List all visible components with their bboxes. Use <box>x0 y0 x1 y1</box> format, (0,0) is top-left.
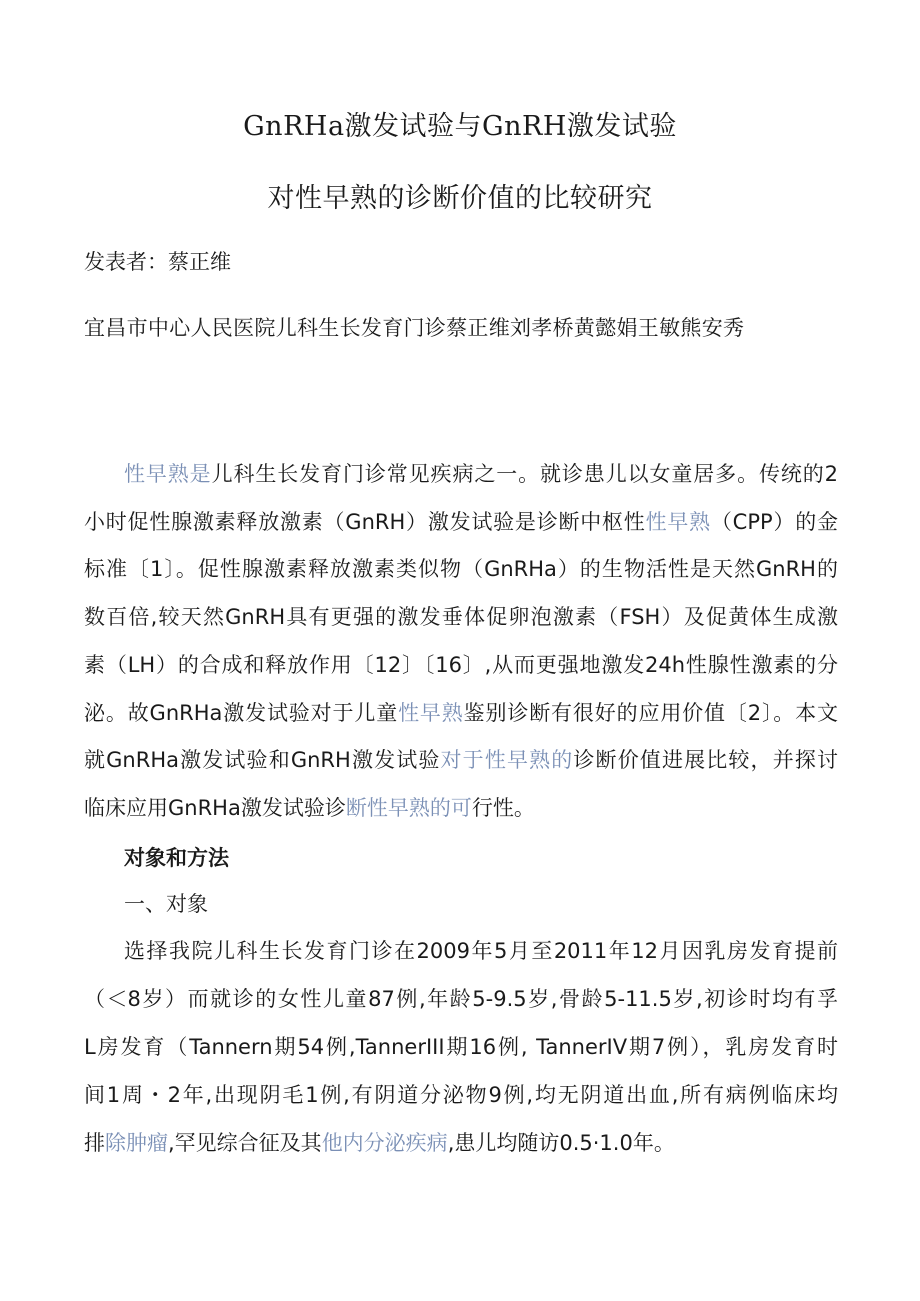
paragraph-line: （＜8岁）而就诊的女性儿童87例,年龄5-9.5岁,骨龄5-11.5岁,初诊时均有孚 <box>84 987 838 1011</box>
page-title-line-2: 对性早熟的诊断价值的比较研究 <box>267 183 653 214</box>
paragraph-line <box>84 506 838 536</box>
paragraph-line <box>84 744 838 774</box>
text-span: 鉴别诊断有很好的应用价值〔2〕。本文 <box>463 701 839 725</box>
subsection-heading: 一、对象 <box>124 892 208 916</box>
text-span: ,罕见综合征及其 <box>168 1131 322 1155</box>
paragraph-line: 数百倍,较天然GnRH具有更强的激发垂体促卵泡激素（FSH）及促黄体生成激 <box>84 605 838 629</box>
text-span: 行性。 <box>471 796 535 820</box>
paragraph-line <box>84 697 838 727</box>
highlighted-text: 除肿瘤 <box>105 1131 168 1155</box>
highlighted-text: 对于性早熟的 <box>440 748 574 772</box>
paragraph-line: L房发育（Tannern期54例,TannerIII期16例, TannerIV期7例），乳房发育时 <box>84 1035 838 1059</box>
text-span: 就GnRHa激发试验和GnRH激发试验 <box>84 748 441 772</box>
highlighted-text: 断性早熟的可 <box>345 796 472 820</box>
paragraph-line <box>84 1127 838 1157</box>
text-span: 临床应用GnRHa激发试验诊 <box>84 796 346 820</box>
text-span: 小时促性腺激素释放激素（GnRH）激发试验是诊断中枢性 <box>84 510 646 534</box>
highlighted-text: 他内分泌疾病 <box>321 1131 448 1155</box>
paragraph-line: 标准〔1〕。促性腺激素释放激素类似物（GnRHa）的生物活性是天然GnRH的 <box>84 557 838 581</box>
paragraph-line: 间1周・2年,出现阴毛1例,有阴道分泌物9例,均无阴道出血,所有病例临床均 <box>84 1083 838 1107</box>
text-span: 儿科生长发育门诊常见疾病之一。就诊患儿以女童居多。传统的2 <box>211 462 839 486</box>
author-line: 发表者：蔡正维 <box>84 250 231 274</box>
paragraph-line <box>124 458 838 488</box>
text-span: 诊断价值进展比较，并探讨 <box>573 748 838 772</box>
paragraph-line <box>84 792 838 822</box>
text-span: ,患儿均随访0.5·1.0年。 <box>447 1131 675 1155</box>
paragraph-line: 素（LH）的合成和释放作用〔12〕〔16〕,从而更强地激发24h性腺性激素的分 <box>84 653 838 677</box>
paragraph-line: 选择我院儿科生长发育门诊在2009年5月至2011年12月因乳房发育提前 <box>124 939 838 963</box>
affiliation-line: 宜昌市中心人民医院儿科生长发育门诊蔡正维刘孝桥黄懿娟王敏熊安秀 <box>84 316 745 340</box>
text-span: 泌。故GnRHa激发试验对于儿童 <box>84 701 399 725</box>
text-span: （CPP）的金 <box>710 510 838 534</box>
highlighted-text: 性早熟是 <box>124 462 212 486</box>
section-heading: 对象和方法 <box>124 846 229 870</box>
page-title-line-1: GnRHa激发试验与GnRH激发试验 <box>243 111 677 142</box>
highlighted-text: 性早熟 <box>398 701 464 725</box>
highlighted-text: 性早熟 <box>645 510 711 534</box>
text-span: 排 <box>84 1131 105 1155</box>
